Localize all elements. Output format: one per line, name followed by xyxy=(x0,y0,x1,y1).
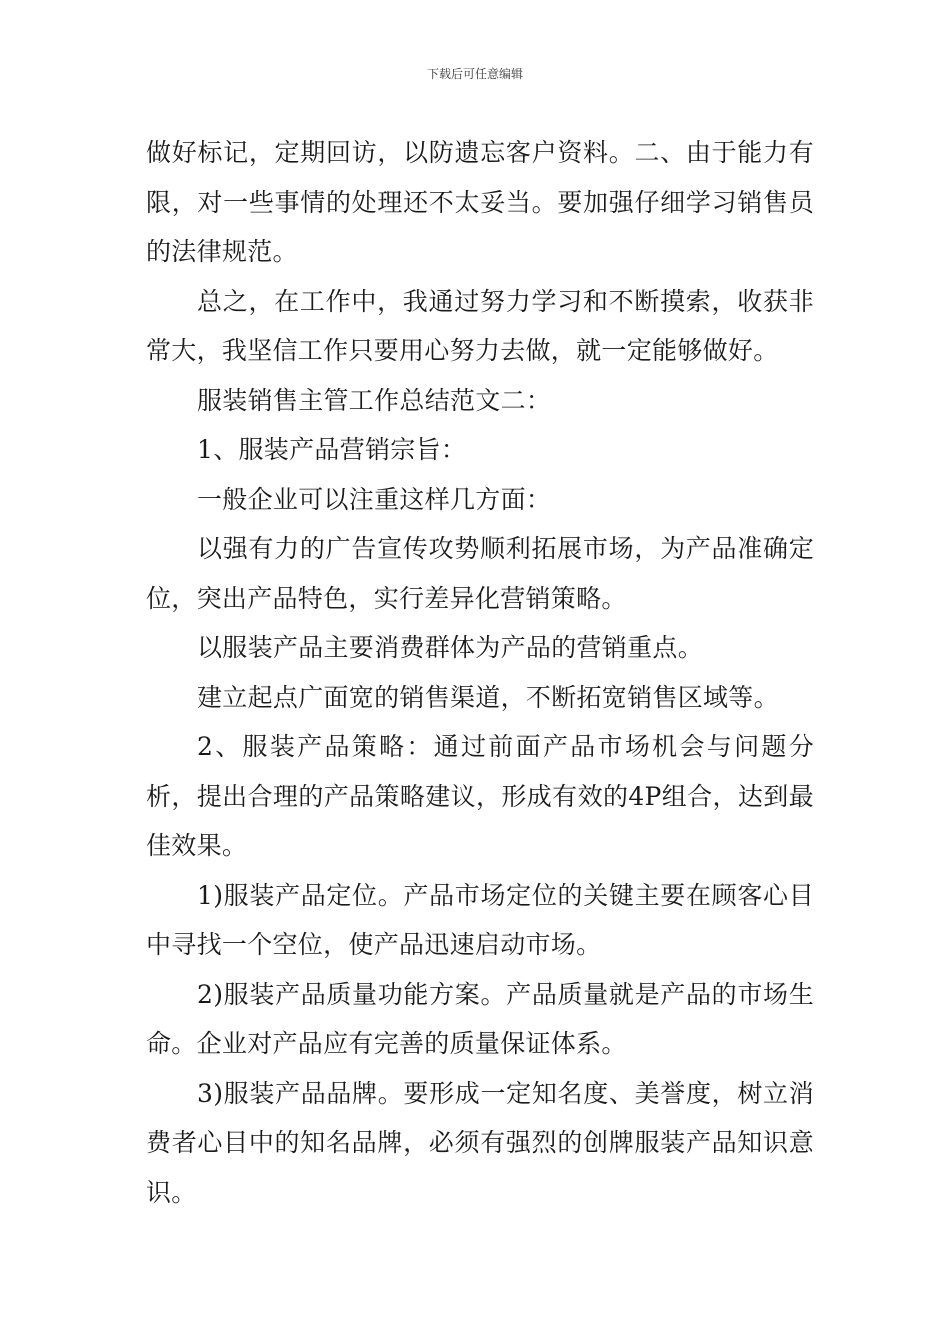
page-header-note: 下载后可任意编辑 xyxy=(426,67,523,81)
paragraph: 以服装产品主要消费群体为产品的营销重点。 xyxy=(197,633,704,662)
paragraph: 一般企业可以注重这样几方面： xyxy=(197,484,552,514)
list-item: 1)服装产品定位。产品市场定位的关键主要在顾客心目中寻找一个空位，使产品迅速启动市场。 xyxy=(146,880,814,959)
paragraph: 建立起点广面宽的销售渠道，不断拓宽销售区域等。 xyxy=(197,682,779,712)
section-title: 服装销售主管工作总结范文二： xyxy=(197,385,552,415)
list-item: 2)服装产品质量功能方案。产品质量就是产品的市场生命。企业对产品应有完善的质量保证体系。 xyxy=(146,979,814,1058)
paragraph-continuation: 做好标记，定期回访，以防遗忘客户资料。二、由于能力有限，对一些事情的处理还不太妥当。要加强仔细学习销售员的法律规范。 xyxy=(146,138,814,266)
paragraph-summary: 总之，在工作中，我通过努力学习和不断摸索，收获非常大，我坚信工作只要用心努力去做，就一定能够做好。 xyxy=(146,286,814,365)
list-item: 3)服装产品品牌。要形成一定知名度、美誉度，树立消费者心目中的知名品牌，必须有强烈的创牌服装产品知识意识。 xyxy=(146,1078,814,1207)
document-body xyxy=(146,128,814,1217)
subsection-heading-1: 1、服装产品营销宗旨： xyxy=(197,435,467,464)
subsection-heading-2: 2、服装产品策略：通过前面产品市场机会与问题分析，提出合理的产品策略建议，形成有效的4P组合，达到最佳效果。 xyxy=(146,732,814,860)
paragraph: 以强有力的广告宣传攻势顺利拓展市场，为产品准确定位，突出产品特色，实行差异化营销策略。 xyxy=(146,534,814,613)
